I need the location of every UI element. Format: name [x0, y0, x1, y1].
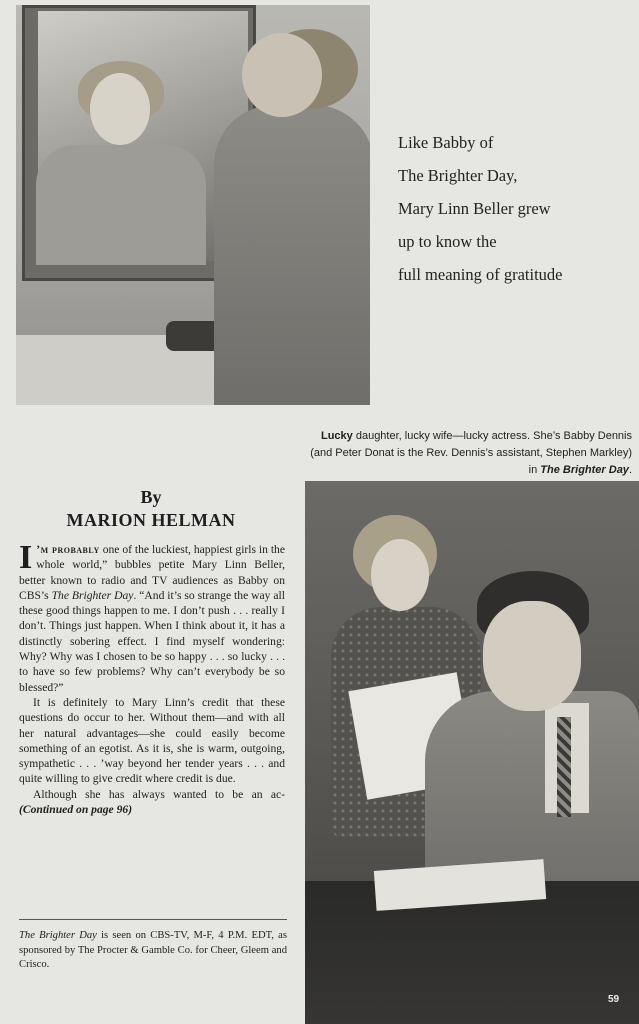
girl-face	[371, 539, 429, 611]
man-tie	[557, 717, 571, 817]
article-paragraph: It is definitely to Mary Linn’s credit that these questions do occur to her. Without them—and with all her natural advantages—she could easily become something of an egotist. As it is, she is warm, outgoing, sympathetic . . . ’way beyond her tender years . . . and quite willing to give credit where credit is due.	[19, 695, 285, 786]
drop-cap: I	[19, 539, 33, 576]
page-number: 59	[608, 994, 620, 1005]
show-title: The Brighter Day	[51, 588, 134, 602]
lead-in: ’m probably	[36, 543, 100, 556]
caption-text: daughter, lucky wife—lucky actress. She’s Babby Dennis (and Peter Donat is the Rev. Dennis’s assistant, Stephen Markley) in	[310, 430, 632, 476]
broadcast-note	[19, 929, 287, 973]
caption-end: .	[628, 464, 632, 476]
reflection-face	[90, 73, 150, 145]
headline-line: Like Babby of	[398, 133, 494, 152]
photo-mirror-scene	[16, 5, 370, 405]
show-title: The Brighter Day	[19, 930, 97, 941]
woman-face	[242, 33, 322, 117]
note-text: is seen on CBS-TV, M-F, 4 P.M. EDT, as sponsored by The Procter & Gamble Co. for Cheer, Gleem and Crisco.	[19, 930, 287, 970]
continued-note: (Continued on page 96)	[19, 803, 133, 817]
article-paragraph	[19, 787, 285, 818]
headline-line: full meaning of gratitude	[398, 265, 563, 284]
headline	[398, 126, 628, 291]
caption-show-title: The Brighter Day	[540, 464, 629, 476]
headline-line: The Brighter Day,	[398, 166, 518, 185]
man-face	[483, 601, 581, 711]
divider	[19, 919, 287, 920]
caption-lead: Lucky	[320, 430, 353, 442]
paragraph-text: one of the luckiest, happiest girls in the whole world,” bubbles petite Mary Linn Beller, better known to radio and TV audiences as Babby on CBS’s	[19, 543, 286, 602]
woman-back	[214, 105, 370, 405]
reflection-body	[36, 145, 206, 265]
article-paragraph	[19, 539, 286, 695]
photo-office-scene	[305, 481, 639, 1024]
byline-by: By	[140, 487, 162, 507]
article-body	[19, 539, 286, 817]
byline	[16, 486, 286, 532]
paragraph-text: Although she has always wanted to be an ac-	[33, 787, 285, 801]
headline-line: up to know the	[398, 232, 497, 251]
headline-line: Mary Linn Beller grew	[398, 199, 551, 218]
paragraph-text: . “And it’s so strange the way all these good things happen to me. I don’t push . . . really I don’t. Things just happen. When I think about it, it has a distinctly sobering effect. I find myself wondering: Why? Why was I chosen to be so happy . . . so lucky . . . to have so few problems? Why can’t everybody be so blessed?”	[19, 588, 285, 694]
byline-author: MARION HELMAN	[66, 510, 236, 530]
photo-caption	[304, 428, 632, 479]
